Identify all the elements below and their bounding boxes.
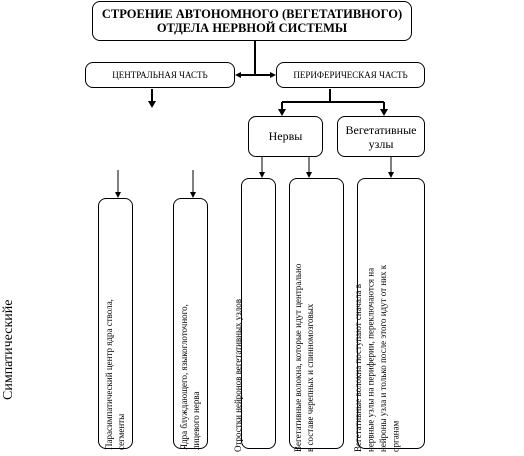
column-text-nuclei: Ядра блуждающего, языкоглоточного, лицевого нерва [179,304,201,450]
column-text-sympathetic: Симпатическийе [1,299,16,400]
column-text-neuron-processes: Отростки нейронов вегетативных узлов [233,298,243,452]
column-text-parasympathetic: Парасимпатический центр ядра ствола, сегменты [104,299,126,450]
central-part-box: ЦЕНТРАЛЬНАЯ ЧАСТЬ [85,62,235,88]
diagram-title: СТРОЕНИЕ АВТОНОМНОГО (ВЕГЕТАТИВНОГО) ОТДЕЛА НЕРВНОЙ СИСТЕМЫ [92,1,412,41]
column-text-node-pathway: Вегетативные волокна поступают сначала в нервные узлы на периферии, переключаются на нейроны узла и только после этого идут от них к органам [353,264,401,452]
vegetative-nodes-box: Вегетативные узлы [337,116,425,157]
nerves-box: Нервы [248,116,323,157]
column-text-vegetative-fibers: Вегетативные волокна, которые идут центрально в составе черепных и спинномозговых [293,263,315,452]
peripheral-part-box: ПЕРИФЕРИЧЕСКАЯ ЧАСТЬ [276,62,425,88]
